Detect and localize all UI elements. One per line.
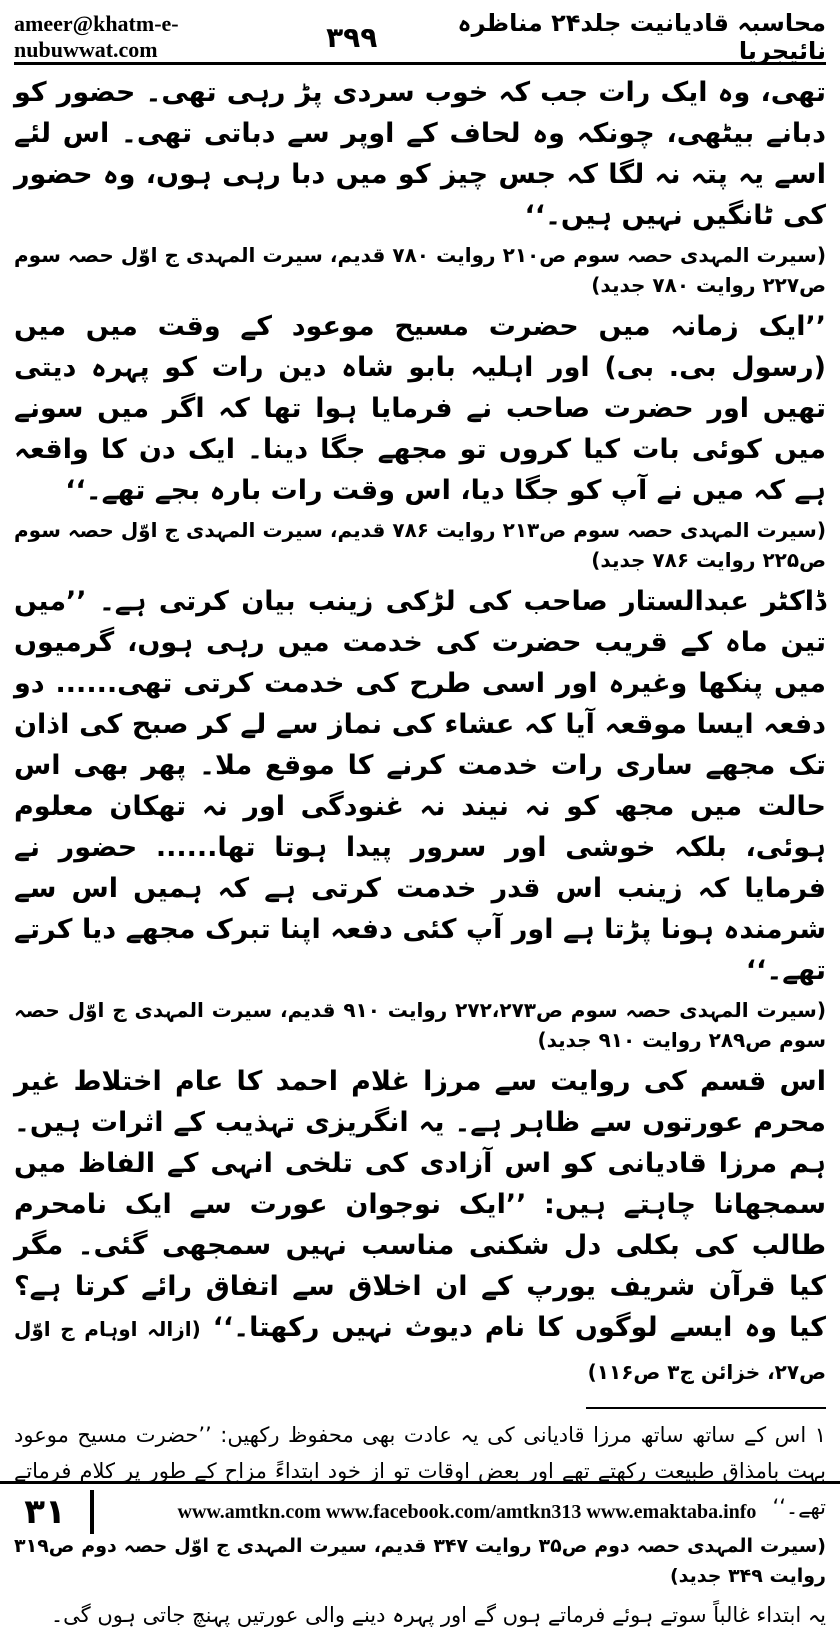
header-page-number: ۳۹۹ bbox=[326, 20, 378, 54]
citation: (سیرت المہدی حصہ سوم ص۲۱۳ روایت ۷۸۶ قدیم، سیرت المہدی ج اوّل حصہ سوم ص۲۲۵ روایت ۷۸۶ جدید) bbox=[14, 518, 826, 572]
citation: (سیرت المہدی حصہ سوم ص۲۷۲،۲۷۳ روایت ۹۱۰ قدیم، سیرت المہدی ج اوّل حصہ سوم ص۲۸۹ روایت ۹۱۰ جدید) bbox=[14, 998, 826, 1052]
page-footer bbox=[0, 1481, 840, 1540]
page-header bbox=[14, 9, 826, 65]
paragraph: ڈاکٹر عبدالستار صاحب کی لڑکی زینب بیان کرتی ہے۔ ’’میں تین ماہ کے قریب حضرت کی خدمت میں رہی ہوں، گرمیوں میں پنکھا وغیرہ اور اسی طرح کی خدمت کرتی تھی...... دو دفعہ ایسا موقعہ آیا کہ عشاء کی نماز سے لے کر صبح کی اذان تک مجھے ساری رات خدمت کرنے کا موقع ملا۔ پھر بھی اس حالت میں مجھ کو نہ نیند نہ غنودگی اور نہ تھکان معلوم ہوئی، بلکہ خوشی اور سرور پیدا ہوتا تھا...... حضور نے فرمایا کہ زینب اس قدر خدمت کرتی ہے کہ ہمیں اس سے شرمندہ ہونا پڑتا ہے اور آپ کئی دفعہ اپنا تبرک مجھے دیا کرتے تھے۔‘‘ bbox=[14, 586, 826, 986]
footnote-marker: ۱ bbox=[814, 1423, 826, 1447]
header-email: ameer@khatm-e-nubuwwat.com bbox=[14, 11, 179, 62]
inline-citation: (ازالہ اوہام ج اوّل ص۲۷، خزائن ج۳ ص۱۱۶) bbox=[14, 1317, 826, 1384]
footer-links: www.amtkn.com www.facebook.com/amtkn313 www.emaktaba.info bbox=[177, 1500, 757, 1523]
citation: (سیرت المہدی حصہ سوم ص۲۱۰ روایت ۷۸۰ قدیم، سیرت المہدی ج اوّل حصہ سوم ص۲۲۷ روایت ۷۸۰ جدید) bbox=[14, 243, 826, 297]
footer-page-number: ۳۱ bbox=[24, 1492, 66, 1532]
main-content bbox=[14, 72, 826, 1633]
footnote-divider bbox=[586, 1407, 826, 1409]
paragraph: تھی، وہ ایک رات جب کہ خوب سردی پڑ رہی تھی۔ حضور کو دبانے بیٹھی، چونکہ وہ لحاف کے اوپر سے دباتی تھی۔ اس لئے اسے یہ پتہ نہ لگا کہ جس چیز کو میں دبا رہی ہوں، وہ حضور کی ٹانگیں نہیں ہیں۔‘‘ bbox=[14, 77, 826, 231]
paragraph-text: اس قسم کی روایت سے مرزا غلام احمد کا عام اختلاط غیر محرم عورتوں سے ظاہر ہے۔ یہ انگریزی تہذیب کے اثرات ہیں۔ ہم مرزا قادیانی کو اس آزادی کی تلخی انہی کے الفاظ میں سمجھانا چاہتے ہیں: ’’ایک نوجوان عورت سے ایک نامحرم طالب کی بکلی دل شکنی مناسب نہیں سمجھی گئی۔ مگر کیا قرآن شریف یورپ کے ان اخلاق سے اتفاق رائے کرتا ہے؟ کیا وہ ایسے لوگوں کا نام دیوث نہیں رکھتا۔‘‘ bbox=[14, 1066, 827, 1343]
paragraph bbox=[14, 1061, 826, 1393]
header-title: محاسبہ قادیانیت جلد۲۴ مناظرہ نائیجریا bbox=[457, 9, 826, 65]
footnote-text: اس کے ساتھ ساتھ مرزا قادیانی کی یہ عادت بھی محفوظ رکھیں: ’’حضرت مسیح موعود بہت بامذاق طبیعت رکھتے تھے اور بعض اوقات تو از خود ابتداءً مزاح کے طور پر کلام فرماتے تھے۔‘‘ bbox=[14, 1423, 826, 1519]
footnote-note: یہ ابتداء غالباً سوتے ہوئے فرماتے ہوں گے اور پہرہ دینے والی عورتیں پہنچ جاتی ہوں گی۔ bbox=[50, 1603, 826, 1627]
header-divider bbox=[14, 62, 826, 65]
paragraph: ’’ایک زمانہ میں حضرت مسیح موعود کے وقت میں میں (رسول بی. بی) اور اہلیہ بابو شاہ دین رات کو پہرہ دیتی تھیں اور حضرت صاحب نے فرمایا ہوا تھا کہ اگر میں سونے میں کوئی بات کیا کروں تو مجھے جگا دینا۔ ایک دن کا واقعہ ہے کہ میں نے آپ کو جگا دیا، اس وقت رات بارہ بجے تھے۔‘‘ bbox=[14, 311, 826, 506]
footnote-citation: (سیرت المہدی حصہ دوم ص۳۵ روایت ۳۴۷ قدیم، سیرت المہدی ج اوّل حصہ دوم ص۳۱۹ روایت ۳۴۹ جدید) bbox=[14, 1535, 826, 1587]
